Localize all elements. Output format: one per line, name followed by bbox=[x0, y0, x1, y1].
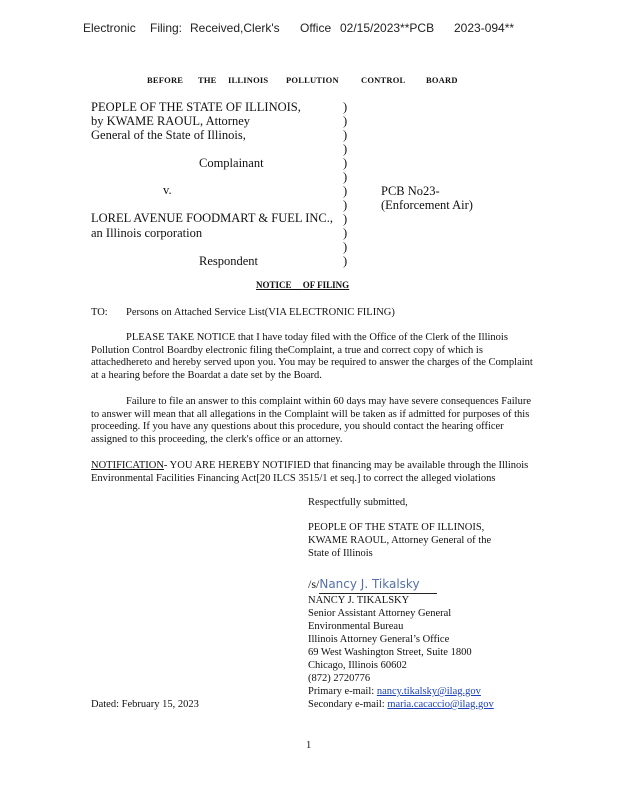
paren-mark: ) bbox=[343, 142, 348, 156]
filing-header-case: 2023-094** bbox=[454, 21, 515, 35]
board-title-word: ILLINOIS bbox=[228, 75, 269, 85]
party-line: State of Illinois bbox=[308, 548, 373, 559]
page-number: 1 bbox=[306, 740, 312, 751]
paren-mark: ) bbox=[343, 170, 348, 184]
attorney-office: Illinois Attorney General’s Office bbox=[308, 634, 450, 645]
paren-mark: ) bbox=[343, 100, 348, 114]
notification-label: NOTIFICATION bbox=[91, 460, 164, 471]
signature-line bbox=[308, 575, 437, 594]
respondent-line: LOREL AVENUE FOODMART & FUEL INC., bbox=[91, 211, 333, 225]
phone-number: (872) 2720776 bbox=[308, 673, 371, 684]
board-title-word: CONTROL bbox=[361, 75, 406, 85]
complainant-label: Complainant bbox=[199, 156, 264, 170]
attorney-name: NANCY J. TIKALSKY bbox=[308, 595, 410, 606]
board-title-word: BOARD bbox=[426, 75, 458, 85]
case-type: (Enforcement Air) bbox=[381, 198, 473, 212]
attorney-bureau: Environmental Bureau bbox=[308, 621, 404, 632]
to-recipients: Persons on Attached Service List(VIA ELECTRONIC FILING) bbox=[126, 307, 395, 318]
filing-header-date: 02/15/2023**PCB bbox=[340, 21, 435, 35]
complainant-line: General of the State of Illinois, bbox=[91, 128, 246, 142]
secondary-email-link[interactable]: maria.cacaccio@ilag.gov bbox=[387, 699, 494, 710]
paren-mark: ) bbox=[343, 184, 348, 198]
to-label: TO: bbox=[91, 307, 108, 318]
filing-header-word: Received,Clerk's bbox=[190, 21, 280, 35]
address-line: Chicago, Illinois 60602 bbox=[308, 660, 407, 671]
board-title-word: THE bbox=[198, 75, 217, 85]
closing: Respectfully submitted, bbox=[308, 497, 408, 508]
notification-paragraph bbox=[91, 460, 541, 485]
e-signature: Nancy J. Tikalsky bbox=[319, 577, 420, 591]
signature-prefix: /s/ bbox=[308, 577, 320, 591]
filing-header-word: Electronic bbox=[83, 21, 136, 35]
notice-title-word: OF FILING bbox=[302, 280, 350, 290]
board-title-word: POLLUTION bbox=[286, 75, 339, 85]
primary-email-label: Primary e-mail: bbox=[308, 686, 375, 697]
party-line: KWAME RAOUL, Attorney General of the bbox=[308, 535, 492, 546]
notice-of-filing-title bbox=[256, 280, 349, 290]
board-title-word: BEFORE bbox=[147, 75, 184, 85]
paren-mark: ) bbox=[343, 128, 348, 142]
primary-email-row bbox=[308, 686, 481, 699]
respondent-line: an Illinois corporation bbox=[91, 226, 203, 240]
notice-paragraph: PLEASE TAKE NOTICE that I have today filed with the Office of the Clerk of the Illinois Pollution Control Boardby electronic filing theComplaint, a true and correct copy of which is attachedhereto and hereby served upon you. You may be required to answer the charges of the Complaint at a hearing before the Boardat a date set by the Board. bbox=[91, 332, 533, 381]
notification-text: - YOU ARE HEREBY NOTIFIED that financing may be available through the Illinois Environmental Facilities Financing Act[20 ILCS 3515/1 et seq.] to correct the alleged violations bbox=[91, 460, 529, 484]
complainant-line: by KWAME RAOUL, Attorney bbox=[91, 114, 251, 128]
paren-mark: ) bbox=[343, 254, 348, 268]
notice-title-word: NOTICE bbox=[256, 280, 292, 290]
paren-mark: ) bbox=[343, 198, 348, 212]
address-line: 69 West Washington Street, Suite 1800 bbox=[308, 647, 472, 658]
paren-mark: ) bbox=[343, 240, 348, 254]
filing-header-word: Filing: bbox=[150, 21, 183, 35]
secondary-email-label: Secondary e-mail: bbox=[308, 699, 385, 710]
paren-mark: ) bbox=[343, 226, 348, 240]
secondary-email-row bbox=[308, 699, 494, 712]
failure-paragraph: Failure to file an answer to this complaint within 60 days may have severe consequences Failure to answer will mean that all allegations in the Complaint will be taken as if admitted for purposes of this proceeding. If you have any questions about this procedure, you should contact the hearing officer assigned to this proceeding, the clerk's office or an attorney. bbox=[91, 396, 532, 445]
dated-line: Dated: February 15, 2023 bbox=[91, 699, 199, 710]
versus-label: v. bbox=[163, 183, 172, 197]
respondent-label: Respondent bbox=[199, 254, 259, 268]
paren-mark: ) bbox=[343, 114, 348, 128]
paren-mark: ) bbox=[343, 212, 348, 226]
primary-email-link[interactable]: nancy.tikalsky@ilag.gov bbox=[376, 686, 481, 697]
case-number: PCB No23- bbox=[381, 184, 440, 198]
paren-mark: ) bbox=[343, 156, 348, 170]
filing-header-word: Office bbox=[300, 21, 332, 35]
attorney-title: Senior Assistant Attorney General bbox=[308, 608, 452, 619]
party-line: PEOPLE OF THE STATE OF ILLINOIS, bbox=[308, 522, 485, 533]
complainant-line: PEOPLE OF THE STATE OF ILLINOIS, bbox=[91, 100, 301, 114]
